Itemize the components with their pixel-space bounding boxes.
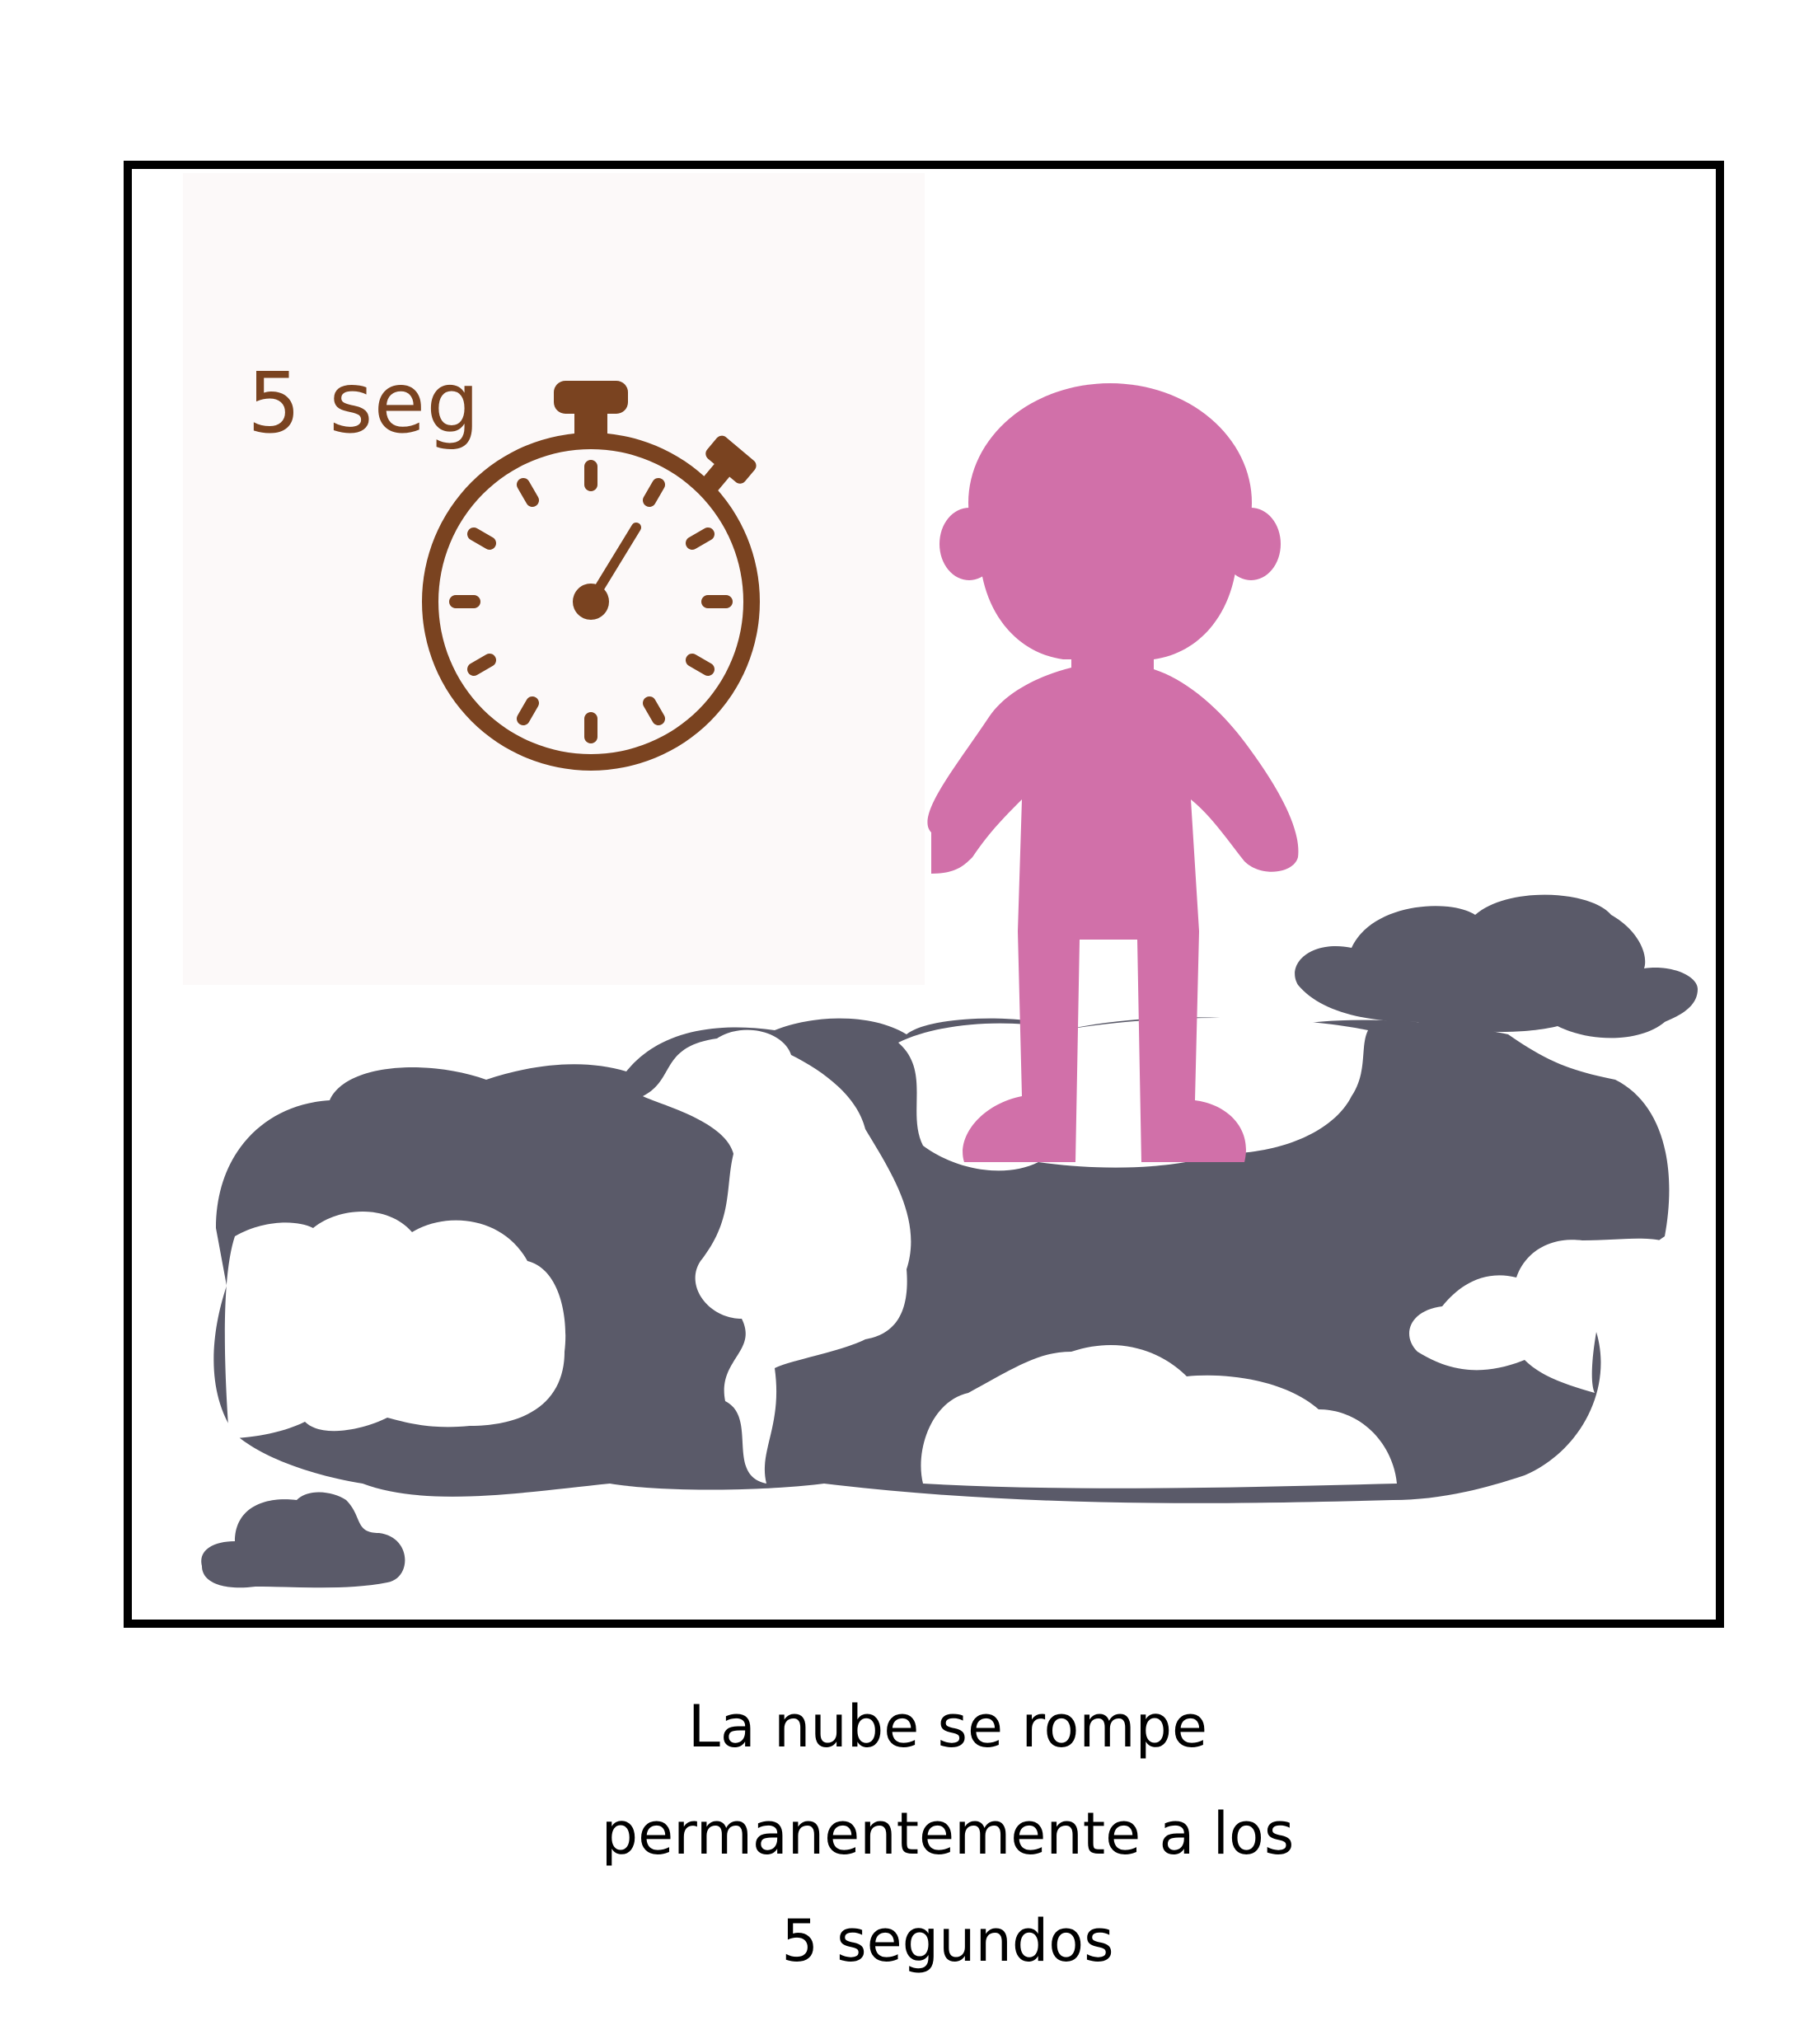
caption (494, 1673, 1401, 1995)
caption-line: 5 segundos (781, 1907, 1114, 1975)
cloud-platform (201, 895, 1698, 1588)
caption-line: permanentemente a los (601, 1800, 1295, 1868)
cloud-icon (201, 1493, 405, 1588)
caption-line: La nube se rompe (687, 1693, 1208, 1760)
timer-label: 5 seg (247, 354, 480, 452)
cloud-icon (1295, 895, 1698, 1038)
